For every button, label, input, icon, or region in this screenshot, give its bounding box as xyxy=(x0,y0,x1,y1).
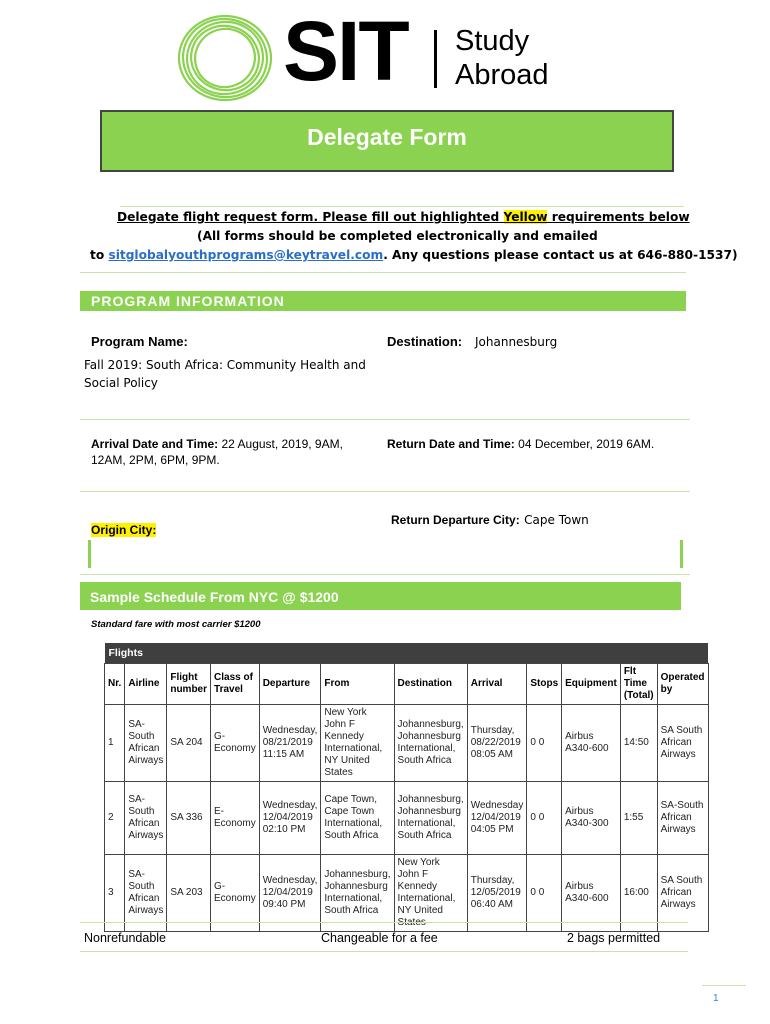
divider xyxy=(80,272,686,273)
nonrefundable-text: Nonrefundable xyxy=(84,931,167,945)
cell-class: G-Economy xyxy=(211,855,260,932)
cell-equipment: Airbus A340-600 xyxy=(562,705,621,782)
column-header: Flight number xyxy=(167,664,211,705)
arrival-value-line-2[interactable]: 12AM, 2PM, 6PM, 9PM. xyxy=(91,453,220,467)
instructions-line-2: (All forms should be completed electronically and emailed xyxy=(197,229,598,243)
instructions-line-3: to sitglobalyouthprograms@keytravel.com. Any questions please contact us at 646-880-1537) xyxy=(90,248,738,262)
destination-value[interactable]: Johannesburg xyxy=(475,335,558,349)
cell-from: Cape Town, Cape Town International, South Africa xyxy=(321,782,394,855)
cell-stops: 0 0 xyxy=(527,855,562,932)
cell-equipment: Airbus A340-300 xyxy=(562,782,621,855)
cell-arrival: Wednesday 12/04/2019 04:05 PM xyxy=(467,782,527,855)
program-name-value-line-2[interactable]: Social Policy xyxy=(84,376,158,390)
cell-destination: New York John F Kennedy International, NY United xyxy=(394,855,467,932)
cell-departure: Wednesday, 08/21/2019 11:15 AM xyxy=(259,705,321,782)
cell-stops: 0 0 xyxy=(527,705,562,782)
cell-flt-time: 1:55 xyxy=(620,782,657,855)
column-header: Equipment xyxy=(562,664,621,705)
cell-operated-by: SA South African Airways xyxy=(657,705,708,782)
return-date-field[interactable]: Return Date and Time: 04 December, 2019 6AM. xyxy=(387,437,655,451)
cell-nr: 3 xyxy=(105,855,125,932)
cell-flt-time: 14:50 xyxy=(620,705,657,782)
cell-from: New York John F Kennedy International, NY United States xyxy=(321,705,394,782)
changeable-text: Changeable for a fee xyxy=(321,931,438,945)
column-header: Destination xyxy=(394,664,467,705)
cell-stops: 0 0 xyxy=(527,782,562,855)
page-number-rule xyxy=(702,985,746,986)
column-header: Arrival xyxy=(467,664,527,705)
destination-label: Destination: xyxy=(387,334,463,349)
return-city-field[interactable]: Return Departure City: Cape Town xyxy=(391,513,589,527)
cell-equipment: Airbus A340-600 xyxy=(562,855,621,932)
program-name-value-line-1[interactable]: Fall 2019: South Africa: Community Health and xyxy=(84,358,366,372)
arrival-value: 22 August, 2019, 9AM, xyxy=(221,437,343,451)
divider xyxy=(120,206,684,207)
logo-swirl-icon xyxy=(175,12,275,104)
yellow-highlight-word: Yellow xyxy=(503,210,548,224)
bags-text: 2 bags permitted xyxy=(567,931,661,945)
cell-destination: Johannesburg, Johannesburg International, South Africa xyxy=(394,782,467,855)
column-header: From xyxy=(321,664,394,705)
flights-table xyxy=(104,643,709,932)
schedule-subheading: Standard fare with most carrier $1200 xyxy=(91,619,261,630)
column-header: Class of Travel xyxy=(211,664,260,705)
cell-flt-time: 16:00 xyxy=(620,855,657,932)
origin-city-label: Origin City: xyxy=(91,523,157,537)
cell-departure: Wednesday, 12/04/2019 02:10 PM xyxy=(259,782,321,855)
origin-city-input-right-edge xyxy=(680,540,683,568)
cell-arrival: Thursday, 08/22/2019 08:05 AM xyxy=(467,705,527,782)
cell-departure: Wednesday, 12/04/2019 09:40 PM xyxy=(259,855,321,932)
column-header: Stops xyxy=(527,664,562,705)
cell-flight: SA 336 xyxy=(167,782,211,855)
table-title-row xyxy=(105,643,709,664)
return-date-value: 04 December, 2019 6AM. xyxy=(518,437,655,451)
divider xyxy=(80,419,690,420)
column-header: Airline xyxy=(125,664,167,705)
program-name-label: Program Name: xyxy=(91,334,188,349)
divider xyxy=(80,951,688,952)
email-link[interactable]: sitglobalyouthprograms@keytravel.com xyxy=(108,248,384,262)
cell-flight: SA 204 xyxy=(167,705,211,782)
table-header-row xyxy=(105,664,709,705)
column-header: Departure xyxy=(259,664,321,705)
cell-operated-by: SA-South African Airways xyxy=(657,782,708,855)
cell-airline: SA-South African Airways xyxy=(125,782,167,855)
flights-table-title: Flights xyxy=(105,643,709,664)
cell-flight: SA 203 xyxy=(167,855,211,932)
divider xyxy=(80,491,690,492)
column-header: Flt Time (Total) xyxy=(620,664,657,705)
logo-divider xyxy=(434,30,437,88)
form-title: Delegate Form xyxy=(307,124,467,150)
origin-city-input-left-edge xyxy=(88,540,91,568)
table-row xyxy=(105,855,709,932)
cell-airline: SA-South African Airways xyxy=(125,705,167,782)
column-header: Operated by xyxy=(657,664,708,705)
cell-class: E-Economy xyxy=(211,782,260,855)
page-number: 1 xyxy=(713,993,719,1004)
logo-subtitle-abroad: Abroad xyxy=(455,59,549,91)
cell-airline: SA-South African Airways xyxy=(125,855,167,932)
program-information-heading: PROGRAM INFORMATION xyxy=(91,293,285,309)
cell-class: G-Economy xyxy=(211,705,260,782)
return-city-value: Cape Town xyxy=(524,513,589,527)
cell-operated-by: SA South African Airways xyxy=(657,855,708,932)
cell-destination: Johannesburg, Johannesburg International, South Africa xyxy=(394,705,467,782)
logo-subtitle-study: Study xyxy=(455,25,530,57)
cell-nr: 1 xyxy=(105,705,125,782)
divider xyxy=(80,922,688,923)
table-row xyxy=(105,705,709,782)
column-header: Nr. xyxy=(105,664,125,705)
cell-from: Johannesburg, Johannesburg International, South Africa xyxy=(321,855,394,932)
cell-arrival: Thursday, 12/05/2019 06:40 AM xyxy=(467,855,527,932)
arrival-field[interactable]: Arrival Date and Time: 22 August, 2019, 9AM, xyxy=(91,437,343,451)
logo-wordmark: SIT xyxy=(283,4,408,98)
instructions-line-1: Delegate flight request form. Please fill out highlighted Yellow requirements below xyxy=(117,210,690,224)
cell-nr: 2 xyxy=(105,782,125,855)
schedule-heading: Sample Schedule From NYC @ $1200 xyxy=(90,589,339,605)
divider xyxy=(80,574,690,575)
table-row xyxy=(105,782,709,855)
origin-city-input[interactable] xyxy=(92,540,680,568)
